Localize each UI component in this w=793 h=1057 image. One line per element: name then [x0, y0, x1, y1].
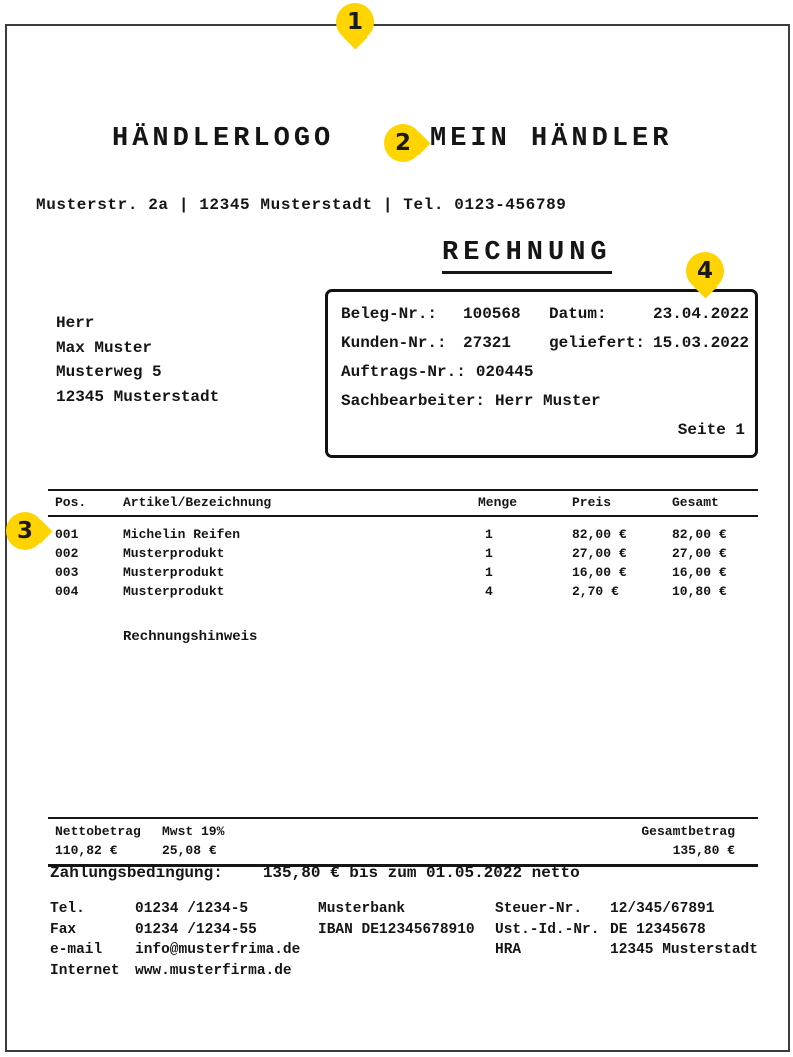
line-items-table: [48, 489, 758, 601]
steuer-nr-value: 12/345/67891: [610, 901, 715, 917]
auftrags-nr-label: Auftrags-Nr.:: [341, 363, 466, 381]
item-menge: 4: [485, 584, 493, 599]
datum-value: 23.04.2022: [653, 305, 750, 323]
page-number: Seite 1: [677, 421, 745, 439]
payment-terms-label: Zahlungsbedingung:: [50, 864, 223, 882]
item-artikel: Musterprodukt: [123, 546, 225, 561]
callout-pin-4: [686, 252, 724, 290]
meta-row-auftrag: [341, 358, 745, 387]
kunden-nr-label: Kunden-Nr.:: [341, 334, 447, 352]
bank-name: Musterbank: [318, 901, 406, 917]
callout-pin-3: [6, 512, 44, 550]
tel-label: Tel.: [50, 901, 85, 917]
netto-label: Nettobetrag: [55, 824, 141, 839]
tel-value: 01234 /1234-5: [135, 901, 249, 917]
merchant-name: MEIN HÄNDLER: [430, 124, 673, 154]
callout-pin-2: [384, 124, 422, 162]
datum-label: Datum:: [549, 305, 607, 323]
sachbearbeiter-label: Sachbearbeiter:: [341, 392, 486, 410]
footer-block: [50, 899, 762, 981]
ust-id-label: Ust.-Id.-Nr.: [495, 921, 600, 938]
table-row: [48, 582, 758, 601]
payment-terms-value: 135,80 € bis zum 01.05.2022 netto: [262, 864, 580, 882]
footer-spacer: [495, 961, 610, 982]
col-header-pos: Pos.: [48, 490, 123, 516]
hra-label: HRA: [495, 942, 522, 958]
item-gesamt: 16,00 €: [672, 565, 727, 580]
item-gesamt: 82,00 €: [672, 527, 727, 542]
totals-section: [48, 817, 758, 867]
callout-number: 2: [394, 130, 411, 156]
item-gesamt: 10,80 €: [672, 584, 727, 599]
auftrags-nr-value: 020445: [475, 363, 534, 381]
beleg-nr-value: 100568: [463, 305, 521, 323]
table-row: [48, 544, 758, 563]
merchant-logo-text: HÄNDLERLOGO: [112, 124, 335, 154]
recipient-salutation: Herr: [56, 314, 95, 332]
steuer-nr-label: Steuer-Nr.: [495, 901, 583, 917]
kunden-nr-value: 27321: [463, 334, 512, 352]
item-artikel: Musterprodukt: [123, 565, 225, 580]
recipient-city: 12345 Musterstadt: [56, 387, 220, 406]
col-header-menge: Menge: [478, 490, 572, 516]
callout-number: 1: [346, 9, 363, 35]
meta-row-sachbearbeiter: [341, 387, 745, 416]
email-label: e-mail: [50, 942, 103, 958]
sachbearbeiter-value: Herr Muster: [495, 392, 601, 410]
geliefert-label: geliefert:: [549, 334, 646, 352]
callout-pin-1: [336, 3, 374, 41]
item-preis: 2,70 €: [572, 584, 619, 599]
item-menge: 1: [485, 565, 493, 580]
invoice-note: Rechnungshinweis: [123, 629, 258, 645]
callout-number: 3: [16, 518, 33, 544]
item-artikel: Musterprodukt: [123, 584, 225, 599]
item-pos: 002: [55, 546, 79, 561]
beleg-nr-label: Beleg-Nr.:: [341, 305, 438, 323]
item-pos: 003: [55, 565, 79, 580]
item-menge: 1: [485, 546, 493, 561]
invoice-meta-box: [325, 289, 758, 458]
hra-value: 12345 Musterstadt: [610, 942, 758, 958]
recipient-street: Musterweg 5: [56, 363, 162, 381]
col-header-gesamt: Gesamt: [672, 490, 758, 516]
item-pos: 001: [55, 527, 79, 542]
mwst-label: Mwst 19%: [162, 824, 225, 839]
item-preis: 16,00 €: [572, 565, 627, 580]
recipient-name: Max Muster: [56, 338, 153, 357]
meta-row-kunde-geliefert: [341, 329, 750, 358]
fax-value: 01234 /1234-55: [135, 921, 257, 938]
meta-row-beleg-datum: [341, 300, 750, 329]
fax-label: Fax: [50, 921, 77, 938]
col-header-artikel: Artikel/Bezeichnung: [123, 490, 478, 516]
netto-value: 110,82 €: [55, 843, 118, 858]
footer-spacer: [318, 961, 495, 982]
item-pos: 004: [55, 584, 79, 599]
footer-spacer: [318, 940, 495, 961]
item-gesamt: 27,00 €: [672, 546, 727, 561]
internet-label: Internet: [50, 962, 120, 979]
table-row: [48, 563, 758, 582]
iban-value: IBAN DE12345678910: [318, 921, 475, 938]
payment-terms: [50, 864, 580, 882]
totals-values-row: [48, 841, 758, 860]
ust-id-value: DE 12345678: [610, 921, 706, 938]
gesamt-label: Gesamtbetrag: [641, 824, 735, 839]
table-row: [48, 516, 758, 544]
table-header-row: [48, 490, 758, 516]
col-header-preis: Preis: [572, 490, 672, 516]
merchant-address-line: Musterstr. 2a | 12345 Musterstadt | Tel. 0123-456789: [36, 196, 567, 214]
geliefert-value: 15.03.2022: [653, 334, 750, 352]
totals-labels-row: [48, 822, 758, 841]
email-value: info@musterfrima.de: [135, 942, 301, 958]
recipient-address-block: [56, 311, 219, 409]
item-artikel: Michelin Reifen: [123, 527, 241, 542]
item-menge: 1: [485, 527, 493, 542]
internet-value: www.musterfirma.de: [135, 962, 292, 979]
footer-spacer: [610, 961, 762, 982]
gesamt-value: 135,80 €: [672, 843, 735, 858]
meta-row-page: [341, 416, 745, 445]
item-preis: 27,00 €: [572, 546, 627, 561]
callout-number: 4: [696, 258, 713, 284]
mwst-value: 25,08 €: [162, 843, 217, 858]
document-title: RECHNUNG: [442, 238, 612, 274]
item-preis: 82,00 €: [572, 527, 627, 542]
